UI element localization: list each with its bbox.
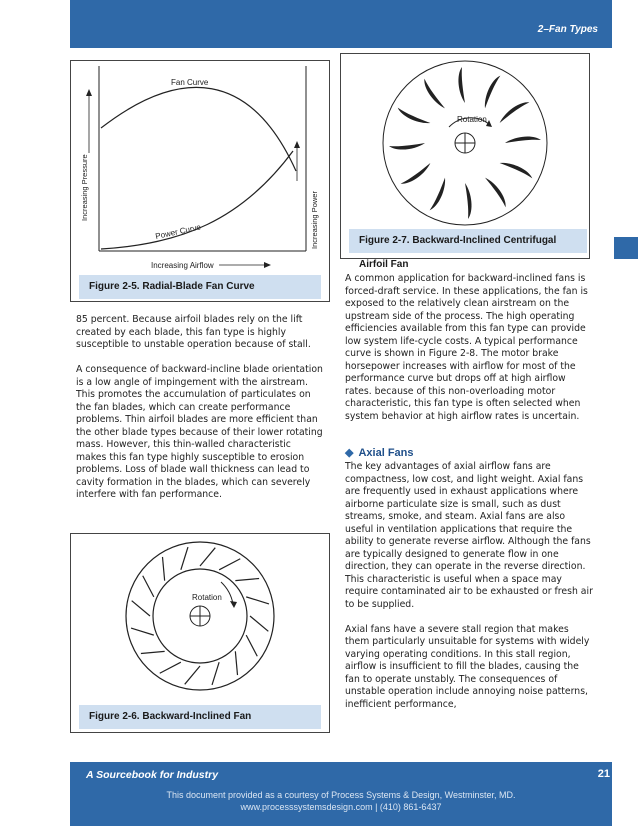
airfoil-blade bbox=[389, 143, 425, 150]
airfoil-blade bbox=[458, 67, 465, 103]
power-curve bbox=[101, 151, 293, 249]
rotation-arrowhead bbox=[486, 120, 492, 127]
y-axis-label: Increasing Pressure bbox=[80, 154, 89, 221]
airfoil-blade bbox=[396, 105, 430, 129]
airfoil-blade bbox=[505, 136, 541, 143]
airfoil-blade bbox=[421, 77, 445, 111]
paragraph: The key advantages of axial airflow fans are compactness, low cost, and light weight. Axial fans are frequently used in exhaust applications where airborne particulate size is small, such as dust streams, smoke, and steam. Axial fans are also useful in ventilation applications that require the ability to generate reverse airflow. Although the fans are typically designed to generate flow in one direction, they can operate in the reverse direction. This characteristic is useful when a space may require contaminated air to be exhausted or fresh air to be supplied. bbox=[345, 461, 593, 610]
blade bbox=[131, 628, 154, 635]
airfoil-blade bbox=[496, 99, 530, 123]
airfoil-blade bbox=[500, 157, 534, 181]
section-heading-axial-fans bbox=[345, 446, 414, 459]
paragraph: A common application for backward-inclined fans is forced-draft service. In these applications, the fan is exposed to the relatively clean airstream on the upstream side of the process. The high operating efficiencies available from this fan type can provide low system life-cycle costs. A typical performance curve is shown in Figure 2-8. The motor brake horsepower increases with airflow for most of the performance curve but drops off at high airflow rates. because of this non-overloading motor characteristic, this fan type is often selected when system behavior at high airflow rates is uncertain. bbox=[345, 273, 588, 422]
blade bbox=[185, 666, 200, 684]
figure-airfoil-fan bbox=[340, 53, 590, 270]
book-title: A Sourcebook for Industry bbox=[86, 769, 219, 781]
right-column-axial-text bbox=[345, 461, 593, 724]
diamond-bullet-icon: ◆ bbox=[345, 447, 354, 459]
blade bbox=[250, 616, 268, 631]
figure-backward-inclined-fan bbox=[70, 533, 330, 733]
airfoil-blade bbox=[479, 74, 503, 108]
right-column-intro bbox=[345, 273, 593, 436]
blade bbox=[141, 651, 165, 653]
section-title: 2–Fan Types bbox=[537, 24, 598, 35]
backward-inclined-fan-diagram bbox=[71, 534, 329, 732]
left-column-text bbox=[76, 314, 324, 514]
chapter-tab bbox=[614, 237, 638, 259]
blade bbox=[143, 576, 154, 597]
paragraph: A consequence of backward-incline blade orientation is a low angle of impingement with the airstream. This promotes the accumulation of particulates on the fan blades, which can create performance problems. Thin airfoil blades are more efficient than the other blade types because of their lower rotating mass. However, this thin-walled characteristic makes this fan type highly susceptible to erosion problems. Loss of blade wall thickness can lead to cavity formation in the blades, which can severely interfere with fan performance. bbox=[76, 364, 323, 500]
blade bbox=[235, 651, 237, 675]
blade bbox=[212, 662, 219, 685]
airfoil-fan-diagram bbox=[341, 54, 589, 258]
blade bbox=[200, 548, 215, 566]
paragraph: Axial fans have a severe stall region that makes them particularly unsuitable for systems with widely varying operating conditions. In this stall region, airflow is insufficient to fill the blades, causing the fan to operate unstably. The consequences of unstable operation include annoying noise patterns, inefficient performance, bbox=[345, 623, 590, 710]
power-curve-label: Power Curve bbox=[154, 222, 202, 241]
rotation-arrow bbox=[221, 582, 233, 604]
paragraph: 85 percent. Because airfoil blades rely on the lift created by each blade, this fan type is highly susceptible to unstable operation because of stall. bbox=[76, 314, 311, 350]
blade bbox=[246, 597, 269, 604]
figure-caption: Figure 2-6. Backward-Inclined Fan bbox=[79, 705, 321, 729]
figure-caption: Figure 2-7. Backward-Inclined Centrifugal Airfoil Fan bbox=[349, 229, 587, 253]
figure-caption: Figure 2-5. Radial-Blade Fan Curve bbox=[79, 275, 321, 299]
pressure-arrowhead bbox=[86, 89, 92, 96]
section-heading-text: Axial Fans bbox=[358, 447, 414, 459]
credit-notice bbox=[70, 789, 612, 813]
airfoil-blade bbox=[427, 178, 451, 212]
airfoil-blade bbox=[485, 174, 509, 208]
rotation-label: Rotation bbox=[457, 115, 487, 124]
power-arrowhead bbox=[294, 141, 300, 148]
blade bbox=[246, 635, 257, 656]
blade bbox=[162, 557, 164, 581]
blade bbox=[132, 601, 150, 616]
blade bbox=[160, 662, 181, 673]
fan-curve bbox=[101, 87, 296, 171]
airflow-arrowhead bbox=[264, 262, 271, 268]
credit-line: This document provided as a courtesy of Process Systems & Design, Westminster, MD. bbox=[166, 790, 516, 800]
figure-radial-blade-fan-curve bbox=[70, 60, 330, 302]
fan-curve-label: Fan Curve bbox=[171, 78, 209, 87]
airfoil-blade bbox=[465, 183, 472, 219]
blade bbox=[181, 547, 188, 570]
page-header bbox=[70, 0, 612, 48]
credit-contact: www.processsystemsdesign.com | (410) 861-6437 bbox=[240, 802, 442, 812]
power-axis-label: Increasing Power bbox=[310, 191, 319, 249]
airfoil-blade bbox=[399, 163, 433, 187]
page-footer bbox=[70, 762, 612, 826]
x-axis-label: Increasing Airflow bbox=[151, 261, 214, 270]
rotation-arrowhead bbox=[230, 601, 237, 608]
blade bbox=[235, 578, 259, 580]
radial-fan-curve-diagram bbox=[71, 61, 329, 301]
blade bbox=[219, 559, 240, 570]
rotation-label: Rotation bbox=[192, 593, 222, 602]
page-number: 21 bbox=[597, 768, 610, 780]
